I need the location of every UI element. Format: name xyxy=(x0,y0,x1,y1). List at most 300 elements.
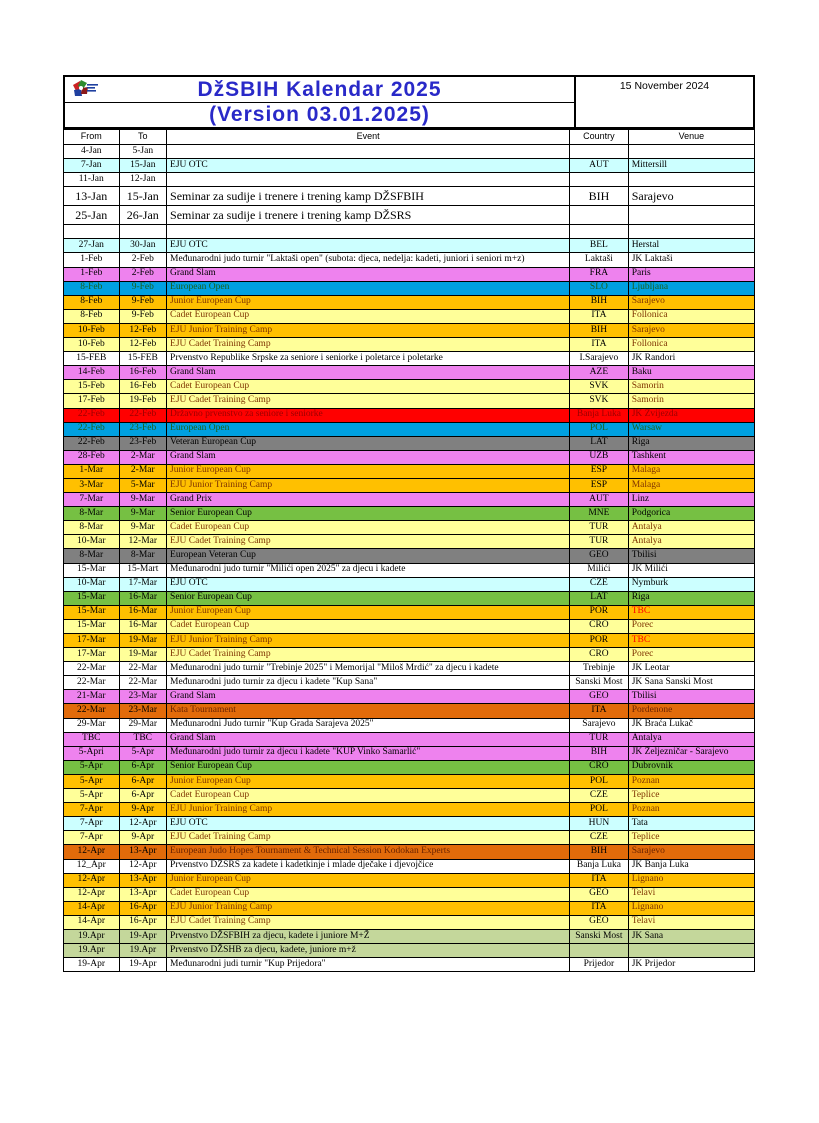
cell-t: 16-Mar xyxy=(119,605,166,619)
cell-t: 22-Mar xyxy=(119,676,166,690)
cell-e: Grand Slam xyxy=(167,366,570,380)
cell-v: Porec xyxy=(628,648,754,662)
cell-v: Follonica xyxy=(628,309,754,323)
table-row xyxy=(64,478,755,492)
cell-e: Prvenstvo Republike Srpske za seniore i seniorke i poletarce i poletarke xyxy=(167,352,570,366)
cell-e: Međunarodni judo turnir za djecu i kadete "KUP Vinko Šamarlić" xyxy=(167,746,570,760)
cell-t: 12-Feb xyxy=(119,323,166,337)
table-row xyxy=(64,718,755,732)
title-row-1 xyxy=(65,77,574,103)
table-row xyxy=(64,845,755,859)
table-row xyxy=(64,944,755,958)
cell-e: Junior European Cup xyxy=(167,873,570,887)
cell-e: European Open xyxy=(167,422,570,436)
cell-t: 9-Feb xyxy=(119,309,166,323)
cell-v: Samorin xyxy=(628,380,754,394)
cell-f: 15-Mar xyxy=(64,591,120,605)
cell-v: Antalya xyxy=(628,732,754,746)
table-row xyxy=(64,958,755,972)
cell-e: Grand Slam xyxy=(167,450,570,464)
cell-v: Pordenone xyxy=(628,704,754,718)
cell-c: AZE xyxy=(570,366,629,380)
cell-e: Senior European Cup xyxy=(167,591,570,605)
cell-v: Riga xyxy=(628,591,754,605)
cell-f: 28-Feb xyxy=(64,450,120,464)
cell-c: I.Sarajevo xyxy=(570,352,629,366)
cell-c xyxy=(570,145,629,159)
cell-c: POR xyxy=(570,605,629,619)
page-header xyxy=(63,75,755,129)
cell-c: ITA xyxy=(570,704,629,718)
table-row xyxy=(64,901,755,915)
cell-e: Cadet European Cup xyxy=(167,619,570,633)
cell-f: 8-Mar xyxy=(64,549,120,563)
cell-e: Junior European Cup xyxy=(167,464,570,478)
cell-f: 12-Apr xyxy=(64,887,120,901)
cell-v xyxy=(628,944,754,958)
cell-v: Sarajevo xyxy=(628,295,754,309)
cell-t: 23-Mar xyxy=(119,704,166,718)
cell-e xyxy=(167,145,570,159)
cell-f: 19.Apr xyxy=(64,944,120,958)
cell-v: TBC xyxy=(628,634,754,648)
cell-v: Paris xyxy=(628,267,754,281)
cell-t: 13-Apr xyxy=(119,887,166,901)
cell-v: Poznan xyxy=(628,774,754,788)
cell-t: 9-Apr xyxy=(119,831,166,845)
cell-v: JK Zvijezda xyxy=(628,408,754,422)
table-row xyxy=(64,563,755,577)
cell-t: 16-Apr xyxy=(119,915,166,929)
cell-v: Riga xyxy=(628,436,754,450)
table-row xyxy=(64,605,755,619)
cell-t xyxy=(119,225,166,239)
cell-c: GEO xyxy=(570,887,629,901)
cell-v: JK Leotar xyxy=(628,662,754,676)
table-row xyxy=(64,309,755,323)
table-row xyxy=(64,267,755,281)
table-row xyxy=(64,159,755,173)
cell-f: 7-Apr xyxy=(64,831,120,845)
cell-e: EJU Cadet Training Camp xyxy=(167,648,570,662)
cell-c: CRO xyxy=(570,760,629,774)
cell-e: Junior European Cup xyxy=(167,295,570,309)
cell-c: GEO xyxy=(570,549,629,563)
cell-v: Teplice xyxy=(628,831,754,845)
cell-t: 6-Apr xyxy=(119,789,166,803)
cell-v: JK Randori xyxy=(628,352,754,366)
table-row xyxy=(64,774,755,788)
table-row xyxy=(64,493,755,507)
cell-t: 19-Mar xyxy=(119,648,166,662)
cell-f: 21-Mar xyxy=(64,690,120,704)
cell-f: 4-Jan xyxy=(64,145,120,159)
cell-f: 8-Mar xyxy=(64,521,120,535)
cell-c: AUT xyxy=(570,493,629,507)
cell-v: Tbilisi xyxy=(628,549,754,563)
cell-c: LAT xyxy=(570,436,629,450)
cell-c: BEL xyxy=(570,239,629,253)
table-row xyxy=(64,915,755,929)
table-row xyxy=(64,704,755,718)
cell-f: 8-Mar xyxy=(64,507,120,521)
table-row xyxy=(64,732,755,746)
cell-f: 29-Mar xyxy=(64,718,120,732)
table-row xyxy=(64,206,755,225)
table-row xyxy=(64,887,755,901)
cell-f: 7-Apr xyxy=(64,803,120,817)
cell-e: Grand Slam xyxy=(167,267,570,281)
cell-c: Milići xyxy=(570,563,629,577)
cell-t: 22-Feb xyxy=(119,408,166,422)
cell-e: EJU Cadet Training Camp xyxy=(167,338,570,352)
cell-v: Dubrovnik xyxy=(628,760,754,774)
cell-t: 15-Jan xyxy=(119,187,166,206)
cell-f: 8-Feb xyxy=(64,295,120,309)
cell-c: SVK xyxy=(570,394,629,408)
cell-e: Junior European Cup xyxy=(167,605,570,619)
cell-t: 23-Feb xyxy=(119,422,166,436)
cell-e: Grand Slam xyxy=(167,690,570,704)
cell-e: Međunarodni judi turnir "Kup Prijedora" xyxy=(167,958,570,972)
cell-f: 5-Apri xyxy=(64,746,120,760)
cell-f: 10-Mar xyxy=(64,577,120,591)
cell-f: 11-Jan xyxy=(64,173,120,187)
cell-f: 19.Apr xyxy=(64,929,120,943)
table-header-row xyxy=(64,130,755,145)
table-row xyxy=(64,662,755,676)
cell-e: Prvenstvo DŽSRS za kadete i kadetkinje i mlade dječake i djevojčice xyxy=(167,859,570,873)
cell-e: Senior European Cup xyxy=(167,507,570,521)
table-row xyxy=(64,873,755,887)
cell-c: HUN xyxy=(570,817,629,831)
cell-f: 14-Apr xyxy=(64,901,120,915)
title-row-2 xyxy=(65,103,574,127)
cell-f: 1-Mar xyxy=(64,464,120,478)
cell-e: EJU Junior Training Camp xyxy=(167,323,570,337)
cell-c: LAT xyxy=(570,591,629,605)
cell-c: Trebinje xyxy=(570,662,629,676)
cell-e: EJU Junior Training Camp xyxy=(167,478,570,492)
cell-f: 22-Mar xyxy=(64,662,120,676)
table-row xyxy=(64,803,755,817)
cell-v: Follonica xyxy=(628,338,754,352)
cell-f: 22-Feb xyxy=(64,422,120,436)
cell-t: 6-Apr xyxy=(119,760,166,774)
cell-t: 5-Mar xyxy=(119,478,166,492)
cell-t: 29-Mar xyxy=(119,718,166,732)
col-header-event: Event xyxy=(167,130,570,145)
cell-v: Sarajevo xyxy=(628,845,754,859)
cell-c: CZE xyxy=(570,831,629,845)
cell-c: POL xyxy=(570,803,629,817)
table-row xyxy=(64,225,755,239)
cell-c: CRO xyxy=(570,619,629,633)
title-block xyxy=(65,77,576,127)
table-row xyxy=(64,352,755,366)
cell-c: FRA xyxy=(570,267,629,281)
cell-e: Seminar za sudije i trenere i trening kamp DŽSFBIH xyxy=(167,187,570,206)
cell-f: 7-Jan xyxy=(64,159,120,173)
cell-t: 2-Mar xyxy=(119,450,166,464)
cell-t: 2-Feb xyxy=(119,253,166,267)
cell-f: 7-Mar xyxy=(64,493,120,507)
cell-f: 15-Mar xyxy=(64,619,120,633)
cell-f: 25-Jan xyxy=(64,206,120,225)
cell-e: Cadet European Cup xyxy=(167,789,570,803)
table-row xyxy=(64,690,755,704)
cell-e: Prvenstvo DŽSFBIH za djecu, kadete i juniore M+Ž xyxy=(167,929,570,943)
cell-v: Lignano xyxy=(628,901,754,915)
cell-t: 2-Feb xyxy=(119,267,166,281)
cell-c: ITA xyxy=(570,901,629,915)
table-row xyxy=(64,831,755,845)
cell-f: 10-Feb xyxy=(64,323,120,337)
cell-e: EJU Cadet Training Camp xyxy=(167,394,570,408)
cell-e: EJU Cadet Training Camp xyxy=(167,915,570,929)
cell-c: CZE xyxy=(570,789,629,803)
cell-v: JK Laktaši xyxy=(628,253,754,267)
cell-t: 19-Apr xyxy=(119,929,166,943)
cell-f: 14-Feb xyxy=(64,366,120,380)
cell-c: Banja Luka xyxy=(570,408,629,422)
cell-f: 13-Jan xyxy=(64,187,120,206)
cell-e: Cadet European Cup xyxy=(167,380,570,394)
cell-f: 14-Apr xyxy=(64,915,120,929)
cell-e: EJU OTC xyxy=(167,577,570,591)
table-row xyxy=(64,380,755,394)
table-row xyxy=(64,408,755,422)
cell-v: Samorin xyxy=(628,394,754,408)
cell-e: EJU Cadet Training Camp xyxy=(167,831,570,845)
federation-logo-icon xyxy=(70,78,100,109)
cell-c: SVK xyxy=(570,380,629,394)
cell-t: 6-Apr xyxy=(119,774,166,788)
cell-c: UZB xyxy=(570,450,629,464)
cell-e: EJU OTC xyxy=(167,159,570,173)
cell-e: Seminar za sudije i trenere i trening kamp DŽSRS xyxy=(167,206,570,225)
cell-v: Telavi xyxy=(628,915,754,929)
cell-c: ESP xyxy=(570,478,629,492)
cell-f: 7-Apr xyxy=(64,817,120,831)
cell-c: BIH xyxy=(570,323,629,337)
cell-c: GEO xyxy=(570,915,629,929)
cell-v: Baku xyxy=(628,366,754,380)
cell-v: JK Sana xyxy=(628,929,754,943)
cell-v: Mittersill xyxy=(628,159,754,173)
cell-e: Prvenstvo DŽSHB za djecu, kadete, juniore m+ž xyxy=(167,944,570,958)
cell-e: Junior European Cup xyxy=(167,774,570,788)
table-row xyxy=(64,535,755,549)
cell-f: 10-Feb xyxy=(64,338,120,352)
cell-c: BIH xyxy=(570,746,629,760)
cell-t: 16-Feb xyxy=(119,366,166,380)
cell-v: Poznan xyxy=(628,803,754,817)
table-row xyxy=(64,619,755,633)
cell-c: Banja Luka xyxy=(570,859,629,873)
cell-f: 15-Mar xyxy=(64,605,120,619)
cell-f: 27-Jan xyxy=(64,239,120,253)
cell-t: 17-Mar xyxy=(119,577,166,591)
cell-v: Warsaw xyxy=(628,422,754,436)
cell-e: Međunarodni judo turnir "Laktaši open" (subota: djeca, nedelja: kadeti, juniori i seniori m+z) xyxy=(167,253,570,267)
cell-v: Teplice xyxy=(628,789,754,803)
cell-t: 9-Apr xyxy=(119,803,166,817)
table-row xyxy=(64,746,755,760)
cell-c: TUR xyxy=(570,521,629,535)
cell-c xyxy=(570,225,629,239)
cell-f: 15-Mar xyxy=(64,563,120,577)
cell-e xyxy=(167,173,570,187)
table-row xyxy=(64,507,755,521)
cell-t: 2-Mar xyxy=(119,464,166,478)
cell-v: Sarajevo xyxy=(628,323,754,337)
cell-t: 5-Jan xyxy=(119,145,166,159)
cell-v: Herstal xyxy=(628,239,754,253)
cell-c: POL xyxy=(570,774,629,788)
table-row xyxy=(64,338,755,352)
table-row xyxy=(64,577,755,591)
cell-v xyxy=(628,206,754,225)
table-row xyxy=(64,173,755,187)
cell-t: 19-Mar xyxy=(119,634,166,648)
cell-c: AUT xyxy=(570,159,629,173)
cell-v: Malaga xyxy=(628,478,754,492)
cell-e: European Open xyxy=(167,281,570,295)
cell-t: 9-Feb xyxy=(119,295,166,309)
cell-f: 17-Feb xyxy=(64,394,120,408)
cell-e: Međunarodni Judo turnir "Kup Grada Sarajeva 2025" xyxy=(167,718,570,732)
cell-f: 3-Mar xyxy=(64,478,120,492)
cell-e: Grand Prix xyxy=(167,493,570,507)
cell-c: BIH xyxy=(570,845,629,859)
table-row xyxy=(64,521,755,535)
table-row xyxy=(64,239,755,253)
cell-v: JK Željezničar - Sarajevo xyxy=(628,746,754,760)
cell-f: 22-Feb xyxy=(64,408,120,422)
cell-v: Tata xyxy=(628,817,754,831)
table-row xyxy=(64,281,755,295)
cell-v xyxy=(628,225,754,239)
cell-c: SLO xyxy=(570,281,629,295)
cell-t: 12-Mar xyxy=(119,535,166,549)
cell-f: 12-Apr xyxy=(64,845,120,859)
cell-c: ITA xyxy=(570,338,629,352)
cell-v: Tbilisi xyxy=(628,690,754,704)
cell-c: CRO xyxy=(570,648,629,662)
table-row xyxy=(64,366,755,380)
table-row xyxy=(64,549,755,563)
cell-c: Sarajevo xyxy=(570,718,629,732)
cell-c xyxy=(570,206,629,225)
cell-t: 8-Mar xyxy=(119,549,166,563)
cell-t: 12-Apr xyxy=(119,817,166,831)
cell-t: 22-Mar xyxy=(119,662,166,676)
cell-e: European Judo Hopes Tournament & Technical Session Kodokan Experts xyxy=(167,845,570,859)
cell-e: EJU OTC xyxy=(167,239,570,253)
table-row xyxy=(64,859,755,873)
cell-t: 16-Mar xyxy=(119,619,166,633)
cell-t: 19-Feb xyxy=(119,394,166,408)
cell-v xyxy=(628,145,754,159)
cell-t: 19.Apr xyxy=(119,944,166,958)
col-header-country: Country xyxy=(570,130,629,145)
cell-f: 22-Feb xyxy=(64,436,120,450)
cell-c: BIH xyxy=(570,295,629,309)
cell-e: Cadet European Cup xyxy=(167,887,570,901)
table-row xyxy=(64,323,755,337)
cell-c: Sanski Most xyxy=(570,929,629,943)
cell-v: Ljubljana xyxy=(628,281,754,295)
cell-v: JK Banja Luka xyxy=(628,859,754,873)
cell-c xyxy=(570,173,629,187)
cell-f: 22-Mar xyxy=(64,676,120,690)
cell-e: EJU Cadet Training Camp xyxy=(167,535,570,549)
cell-v: Antalya xyxy=(628,535,754,549)
cell-t: 16-Feb xyxy=(119,380,166,394)
table-row xyxy=(64,817,755,831)
cell-f: 12-Apr xyxy=(64,873,120,887)
cell-c xyxy=(570,944,629,958)
table-row xyxy=(64,676,755,690)
cell-e: EJU Junior Training Camp xyxy=(167,803,570,817)
cell-f: 10-Mar xyxy=(64,535,120,549)
cell-e: Cadet European Cup xyxy=(167,309,570,323)
cell-t: 23-Mar xyxy=(119,690,166,704)
cell-v: Linz xyxy=(628,493,754,507)
table-row xyxy=(64,648,755,662)
cell-e xyxy=(167,225,570,239)
cell-v: Malaga xyxy=(628,464,754,478)
cell-v: Antalya xyxy=(628,521,754,535)
cell-v: Podgorica xyxy=(628,507,754,521)
table-row xyxy=(64,187,755,206)
cell-t: 12-Jan xyxy=(119,173,166,187)
table-row xyxy=(64,436,755,450)
cell-c: Laktaši xyxy=(570,253,629,267)
cell-e: Grand Slam xyxy=(167,732,570,746)
cell-e: Međunarodni judo turnir "Milići open 2025" za djecu i kadete xyxy=(167,563,570,577)
cell-f: 1-Feb xyxy=(64,253,120,267)
page-title: DžSBIH Kalendar 2025 xyxy=(197,77,442,101)
cell-c: MNE xyxy=(570,507,629,521)
cell-f: 19-Apr xyxy=(64,958,120,972)
table-row xyxy=(64,145,755,159)
cell-t: 15-Mart xyxy=(119,563,166,577)
table-row xyxy=(64,789,755,803)
cell-t: 15-Jan xyxy=(119,159,166,173)
cell-c: Prijedor xyxy=(570,958,629,972)
cell-v: Nymburk xyxy=(628,577,754,591)
cell-e: Veteran European Cup xyxy=(167,436,570,450)
cell-v: JK Sana Sanski Most xyxy=(628,676,754,690)
cell-t: 15-FEB xyxy=(119,352,166,366)
cell-f: 5-Apr xyxy=(64,774,120,788)
cell-t: 13-Apr xyxy=(119,873,166,887)
cell-e: EJU Junior Training Camp xyxy=(167,634,570,648)
cell-v: Telavi xyxy=(628,887,754,901)
col-header-to: To xyxy=(119,130,166,145)
cell-f: TBC xyxy=(64,732,120,746)
cell-c: ESP xyxy=(570,464,629,478)
cell-c: TUR xyxy=(570,535,629,549)
cell-c: POL xyxy=(570,422,629,436)
cell-f: 17-Mar xyxy=(64,648,120,662)
cell-t: 5-Apr xyxy=(119,746,166,760)
cell-t: 16-Mar xyxy=(119,591,166,605)
table-row xyxy=(64,422,755,436)
table-row xyxy=(64,394,755,408)
